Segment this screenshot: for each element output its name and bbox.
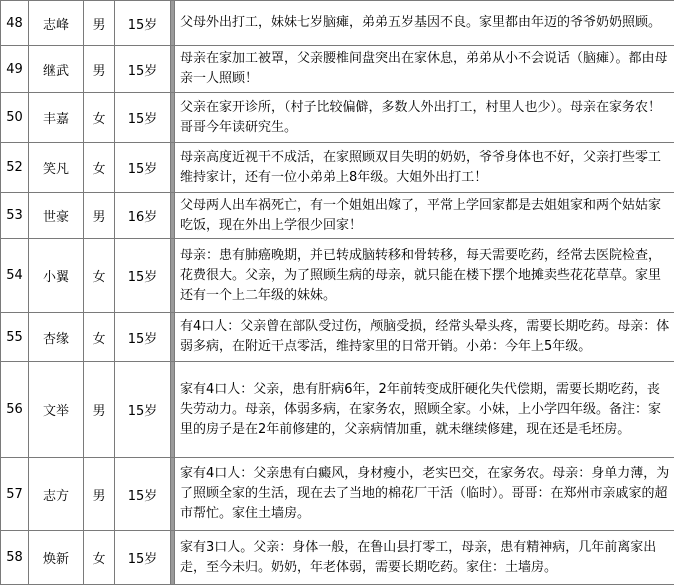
table-row [1,143,674,193]
student-number: 49 [1,46,29,93]
table-row [1,1,674,46]
student-age: 15岁 [115,531,171,585]
student-number: 55 [1,313,29,362]
student-gender: 男 [84,458,115,531]
student-name: 焕新 [29,531,84,585]
student-gender: 男 [84,46,115,93]
student-age: 16岁 [115,193,171,239]
student-gender: 女 [84,239,115,313]
student-name: 世豪 [29,193,84,239]
table-row [1,46,674,93]
student-gender: 男 [84,362,115,458]
table-row [1,313,674,362]
table-row [1,458,674,531]
family-situation: 父母外出打工，妹妹七岁脑瘫，弟弟五岁基因不良。家里都由年迈的爷爷奶奶照顾。 [175,1,674,46]
family-situation: 母亲高度近视干不成活，在家照顾双目失明的奶奶，爷爷身体也不好，父亲打些零工维持家计，还有一位小弟弟上8年级。大姐外出打工！ [175,143,674,193]
student-number: 52 [1,143,29,193]
student-name: 小翼 [29,239,84,313]
table-row [1,531,674,585]
student-gender: 女 [84,93,115,143]
student-name: 志峰 [29,1,84,46]
student-name: 继武 [29,46,84,93]
family-situation: 有4口人：父亲曾在部队受过伤，颅脑受损，经常头晕头疼，需要长期吃药。母亲：体弱多病，在附近干点零活，维持家里的日常开销。小弟：今年上5年级。 [175,313,674,362]
student-number: 56 [1,362,29,458]
family-situation: 父母两人出车祸死亡，有一个姐姐出嫁了，平常上学回家都是去姐姐家和两个姑姑家吃饭，现在外出上学很少回家！ [175,193,674,239]
student-age: 15岁 [115,239,171,313]
family-situation: 家有4口人：父亲患有白癜风，身材瘦小，老实巴交，在家务农。母亲：身单力薄，为了照顾全家的生活，现在去了当地的棉花厂干活（临时）。哥哥：在郑州市亲戚家的超市帮忙。家住土墙房。 [175,458,674,531]
student-gender: 女 [84,531,115,585]
student-age: 15岁 [115,1,171,46]
table-row [1,193,674,239]
student-number: 58 [1,531,29,585]
family-situation: 父亲在家开诊所，（村子比较偏僻，多数人外出打工，村里人也少）。母亲在家务农！哥哥今年读研究生。 [175,93,674,143]
student-name: 丰嘉 [29,93,84,143]
student-name: 杏缘 [29,313,84,362]
family-situation: 母亲在家加工被罩，父亲腰椎间盘突出在家休息，弟弟从小不会说话（脑瘫）。都由母亲一人照顾！ [175,46,674,93]
student-gender: 女 [84,143,115,193]
student-age: 15岁 [115,46,171,93]
student-number: 54 [1,239,29,313]
family-situation: 家有3口人。父亲：身体一般，在鲁山县打零工，母亲，患有精神病，几年前离家出走，至今未归。奶奶，年老体弱，需要长期吃药。家住：土墙房。 [175,531,674,585]
table-row [1,362,674,458]
family-situation: 母亲：患有肺癌晚期，并已转成脑转移和骨转移，每天需要吃药，经常去医院检查，花费很大。父亲，为了照顾生病的母亲，就只能在楼下摆个地摊卖些花花草草。家里还有一个上二年级的妹妹。 [175,239,674,313]
student-number: 50 [1,93,29,143]
student-age: 15岁 [115,313,171,362]
student-name: 文举 [29,362,84,458]
student-age: 15岁 [115,143,171,193]
table-row [1,239,674,313]
student-age: 15岁 [115,362,171,458]
student-gender: 女 [84,313,115,362]
student-number: 53 [1,193,29,239]
student-name: 笑凡 [29,143,84,193]
student-age: 15岁 [115,93,171,143]
family-situation: 家有4口人：父亲，患有肝病6年，2年前转变成肝硬化失代偿期，需要长期吃药，丧失劳动力。母亲，体弱多病，在家务农，照顾全家。小妹，上小学四年级。备注：家里的房子是在2年前修建的，父亲病情加重，就未继续修建，现在还是毛坯房。 [175,362,674,458]
student-age: 15岁 [115,458,171,531]
student-number: 48 [1,1,29,46]
student-number: 57 [1,458,29,531]
student-gender: 男 [84,193,115,239]
table-row [1,93,674,143]
student-gender: 男 [84,1,115,46]
student-name: 志方 [29,458,84,531]
